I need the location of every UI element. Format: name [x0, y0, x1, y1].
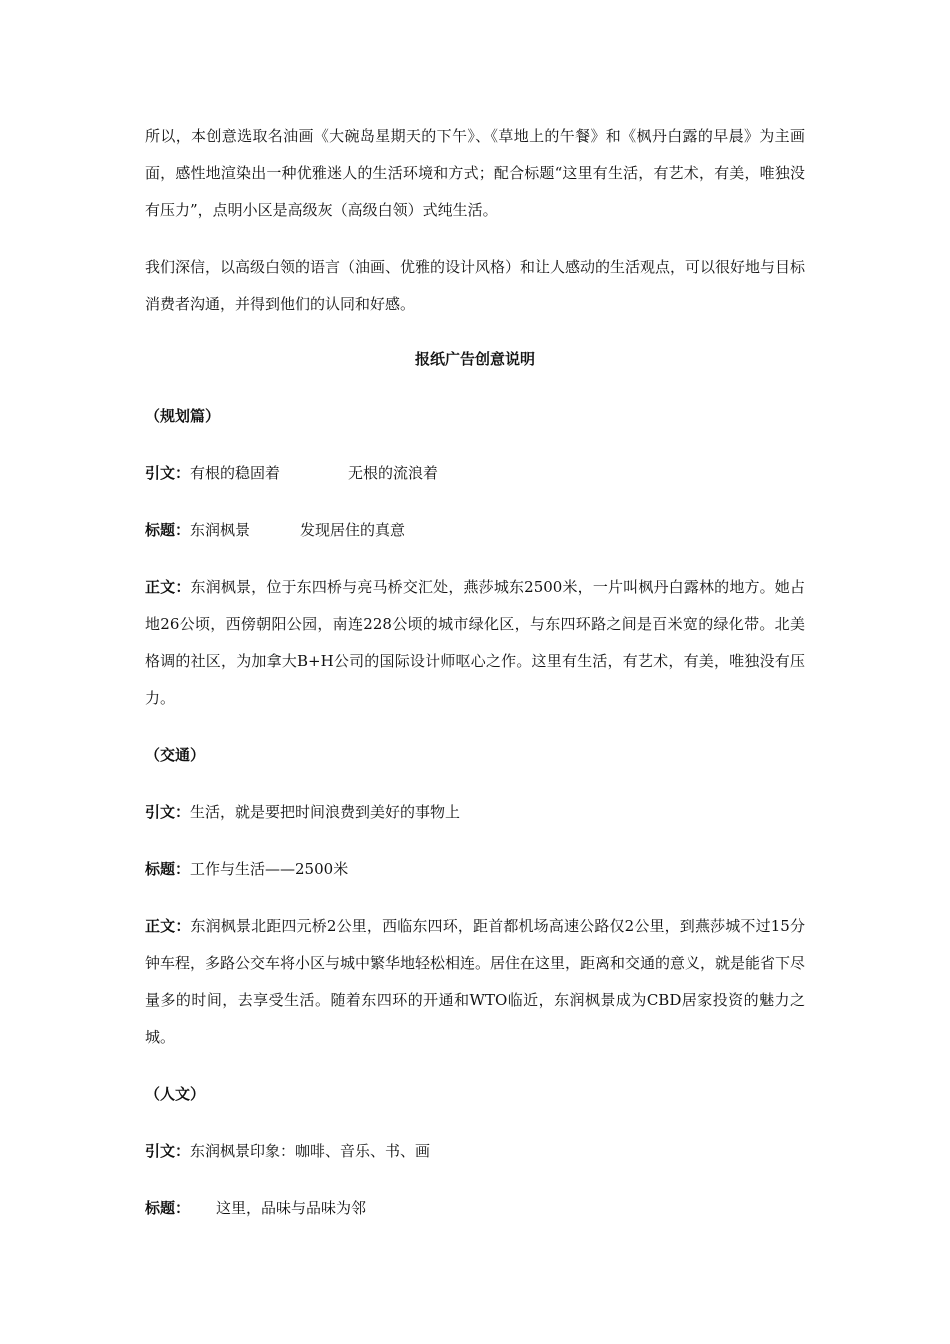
quote-line-culture [145, 1133, 805, 1170]
quote-line-planning [145, 455, 805, 492]
title-label: 标题： [145, 521, 191, 539]
body-paragraph-planning [145, 569, 805, 717]
title-line-planning [145, 512, 805, 549]
quote-text-b: 无根的流浪着 [348, 464, 439, 482]
title-label: 标题： [145, 860, 191, 878]
section-heading-culture: （人文） [145, 1085, 206, 1103]
quote-label: 引文： [145, 803, 191, 821]
title-line-culture [145, 1190, 805, 1227]
body-text: 东润枫景，位于东四桥与亮马桥交汇处，燕莎城东2500米，一片叫枫丹白露林的地方。她占地26公顷，西傍朝阳公园，南连228公顷的城市绿化区，与东四环路之间是百米宽的绿化带。北美格调的社区，为加拿大B+H公司的国际设计师呕心之作。这里有生活，有艺术，有美，唯独没有压力。 [145, 578, 805, 707]
title-text-b: 发现居住的真意 [300, 521, 406, 539]
section-heading-planning: （规划篇） [145, 407, 221, 425]
title-text: 这里，品味与品味为邻 [216, 1199, 367, 1217]
quote-text: 生活，就是要把时间浪费到美好的事物上 [190, 803, 461, 821]
quote-text-a: 有根的稳固着 [190, 464, 281, 482]
quote-line-transport [145, 794, 805, 831]
title-text-a: 东润枫景 [190, 521, 251, 539]
body-label: 正文： [145, 917, 191, 935]
quote-label: 引文： [145, 1142, 191, 1160]
document-title: 报纸广告创意说明 [414, 350, 535, 368]
title-line-transport [145, 851, 805, 888]
quote-label: 引文： [145, 464, 191, 482]
body-text: 东润枫景北距四元桥2公里，西临东四环，距首都机场高速公路仅2公里，到燕莎城不过15分钟车程，多路公交车将小区与城中繁华地轻松相连。居住在这里，距离和交通的意义，就是能省下尽量多的时间，去享受生活。随着东四环的开通和WTO临近，东润枫景成为CBD居家投资的魅力之城。 [145, 917, 806, 1046]
quote-text: 东润枫景印象：咖啡、音乐、书、画 [190, 1142, 431, 1160]
body-label: 正文： [145, 578, 191, 596]
document-body [145, 118, 805, 1247]
title-text: 工作与生活——2500米 [190, 860, 349, 878]
intro-paragraph-2: 我们深信，以高级白领的语言（油画、优雅的设计风格）和让人感动的生活观点，可以很好地与目标消费者沟通，并得到他们的认同和好感。 [145, 258, 806, 313]
section-heading-transport: （交通） [145, 746, 206, 764]
body-paragraph-transport [145, 908, 805, 1056]
title-label: 标题： [145, 1199, 191, 1217]
intro-paragraph-1: 所以，本创意选取名油画《大碗岛星期天的下午》、《草地上的午餐》和《枫丹白露的早晨》为主画面，感性地渲染出一种优雅迷人的生活环境和方式；配合标题“这里有生活，有艺术，有美，唯独没有压力”，点明小区是高级灰（高级白领）式纯生活。 [145, 127, 805, 219]
